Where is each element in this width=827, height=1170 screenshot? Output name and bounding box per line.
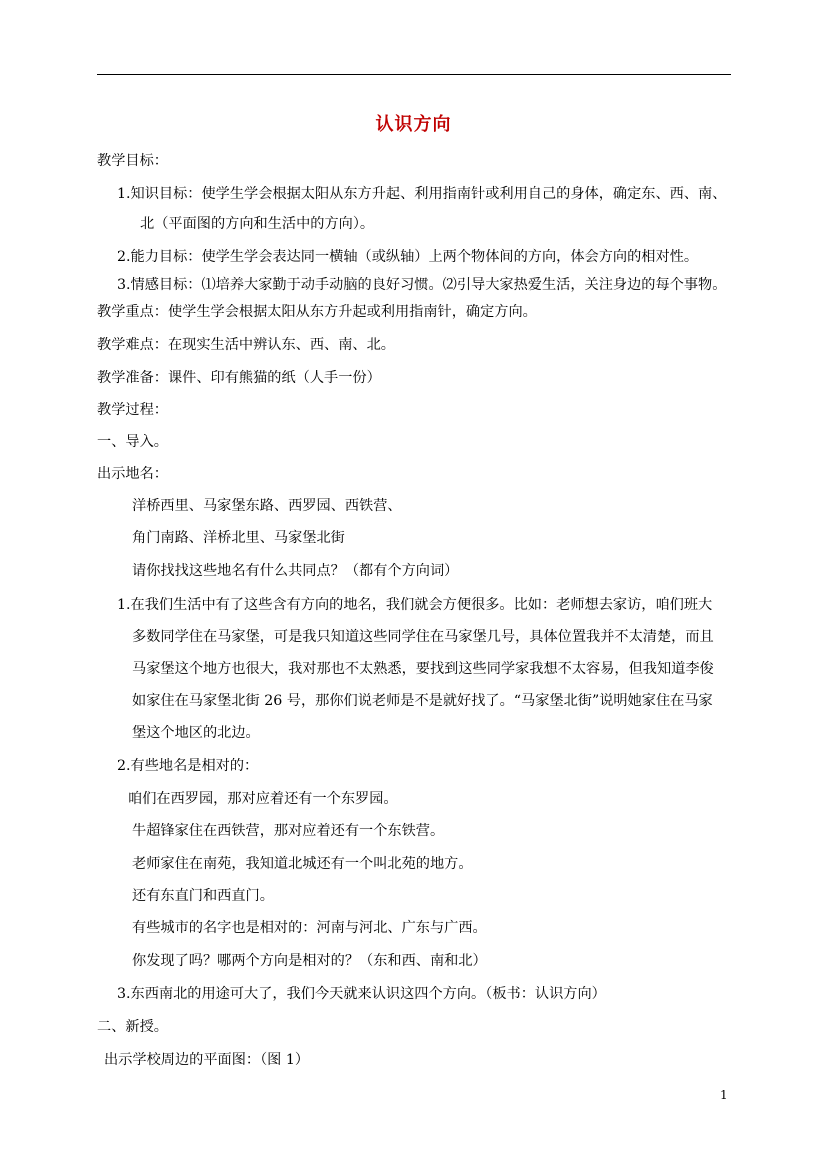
text-line: 角门南路、洋桥北里、马家堡北街	[132, 530, 345, 546]
text-line: 出示学校周边的平面图：（图 1）	[104, 1052, 310, 1068]
text-line: 洋桥西里、马家堡东路、西罗园、西铁营、	[132, 498, 402, 514]
text-line: 出示地名：	[97, 466, 168, 482]
text-line: 2.有些地名是相对的：	[117, 758, 259, 774]
text-line: 咱们在西罗园，那对应着还有一个东罗园。	[128, 791, 398, 807]
text-line: 教学过程：	[97, 402, 168, 418]
text-line: 老师家住在南苑，我知道北城还有一个叫北苑的地方。	[132, 856, 473, 872]
text-line: 马家堡这个地方也很大，我对那也不太熟悉，要找到这些同学家我想不太容易，但我知道李俊	[132, 661, 714, 677]
text-line: 还有东直门和西直门。	[132, 888, 274, 904]
text-line: 教学准备：课件、印有熊猫的纸（人手一份）	[97, 370, 381, 386]
page-number: 1	[720, 1088, 728, 1102]
text-line: 1.在我们生活中有了这些含有方向的地名，我们就会方便很多。比如：老师想去家访，咱们班大	[117, 597, 713, 613]
header-rule	[97, 74, 731, 75]
text-line: 北（平面图的方向和生活中的方向）。	[140, 216, 375, 232]
text-line: 3.东西南北的用途可大了，我们今天就来认识这四个方向。（板书：认识方向）	[117, 986, 606, 1002]
text-line: 3.情感目标：⑴培养大家勤于动手动脑的良好习惯。⑵引导大家热爱生活，关注身边的每个事物。	[117, 277, 727, 293]
text-line: 教学难点：在现实生活中辨认东、西、南、北。	[97, 337, 395, 353]
page-title: 认识方向	[375, 114, 452, 135]
text-line: 教学目标：	[97, 153, 168, 169]
text-line: 一、导入。	[97, 434, 168, 450]
text-line: 堡这个地区的北边。	[132, 725, 260, 741]
text-line: 2.能力目标：使学生学会表达同一横轴（或纵轴）上两个物体间的方向，体会方向的相对性。	[117, 249, 699, 265]
text-line: 如家住在马家堡北街 26 号，那你们说老师是不是就好找了。“马家堡北街”说明她家住在马家	[132, 693, 713, 709]
text-line: 教学重点：使学生学会根据太阳从东方升起或利用指南针，确定方向。	[97, 304, 537, 320]
text-line: 1.知识目标：使学生学会根据太阳从东方升起、利用指南针或利用自己的身体，确定东、西、南、	[117, 186, 727, 202]
text-line: 你发现了吗？哪两个方向是相对的？（东和西、南和北）	[132, 953, 487, 969]
text-line: 牛超锋家住在西铁营，那对应着还有一个东铁营。	[132, 823, 445, 839]
text-line: 多数同学住在马家堡，可是我只知道这些同学住在马家堡几号，具体位置我并不太清楚，而且	[132, 629, 714, 645]
text-line: 请你找找这些地名有什么共同点？（都有个方向词）	[132, 563, 459, 579]
text-line: 二、新授。	[97, 1019, 168, 1035]
text-line: 有些城市的名字也是相对的：河南与河北、广东与广西。	[132, 920, 487, 936]
